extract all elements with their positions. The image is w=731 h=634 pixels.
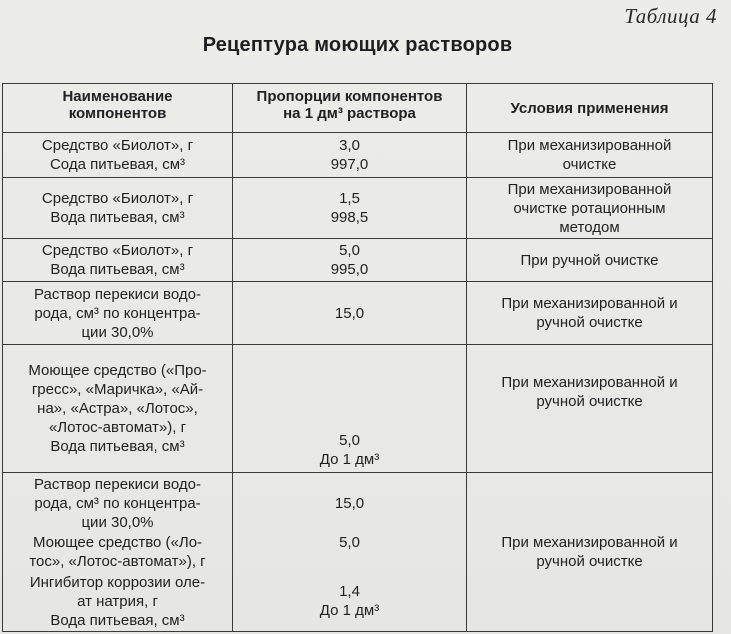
proportions-cell: 5,0 bbox=[233, 533, 467, 571]
conditions-cell: При механизированной и ручной очистке bbox=[467, 345, 713, 473]
table-row bbox=[3, 345, 713, 473]
table-number-label: Таблица 4 bbox=[624, 4, 717, 28]
table-row bbox=[3, 239, 713, 282]
components-cell: Средство «Биолот», г Сода питьевая, см³ bbox=[3, 133, 233, 178]
recipe-table bbox=[2, 83, 713, 632]
conditions-cell: При механизированной очистке ротационным методом bbox=[467, 178, 713, 239]
header-components: Наименование компонентов bbox=[3, 84, 233, 133]
header-proportions: Пропорции компонентов на 1 дм³ раствора bbox=[233, 84, 467, 133]
components-cell: Моющее средство («Ло- тос», «Лотос-автомат»), г bbox=[3, 533, 233, 571]
conditions-cell: При ручной очистке bbox=[467, 239, 713, 282]
proportions-cell: 5,0 До 1 дм³ bbox=[233, 345, 467, 473]
proportions-cell: 1,5 998,5 bbox=[233, 178, 467, 239]
components-cell: Средство «Биолот», г Вода питьевая, см³ bbox=[3, 239, 233, 282]
components-cell: Моющее средство («Про- гресс», «Маричка», «Ай- на», «Астра», «Лотос», «Лотос-автомат»), г Вода питьевая, см³ bbox=[3, 345, 233, 473]
table-row bbox=[3, 282, 713, 345]
table-header-row bbox=[3, 84, 713, 133]
components-cell: Ингибитор коррозии оле- ат натрия, г Вода питьевая, см³ bbox=[3, 571, 233, 632]
proportions-cell: 1,4 До 1 дм³ bbox=[233, 571, 467, 632]
header-conditions: Условия применения bbox=[467, 84, 713, 133]
conditions-cell: При механизированной очистке bbox=[467, 133, 713, 178]
table-caption: Рецептура моющих растворов bbox=[202, 34, 513, 56]
components-cell: Раствор перекиси водо- рода, см³ по концентра- ции 30,0% bbox=[3, 473, 233, 534]
proportions-cell: 15,0 bbox=[233, 473, 467, 534]
table-row bbox=[3, 133, 713, 178]
proportions-cell: 5,0 995,0 bbox=[233, 239, 467, 282]
conditions-cell-merged: При механизированной и ручной очистке bbox=[467, 473, 713, 632]
proportions-cell: 3,0 997,0 bbox=[233, 133, 467, 178]
proportions-cell: 15,0 bbox=[233, 282, 467, 345]
conditions-cell: При механизированной и ручной очистке bbox=[467, 282, 713, 345]
components-cell: Раствор перекиси водо- рода, см³ по концентра- ции 30,0% bbox=[3, 282, 233, 345]
table-row bbox=[3, 473, 713, 534]
components-cell: Средство «Биолот», г Вода питьевая, см³ bbox=[3, 178, 233, 239]
table-row bbox=[3, 178, 713, 239]
